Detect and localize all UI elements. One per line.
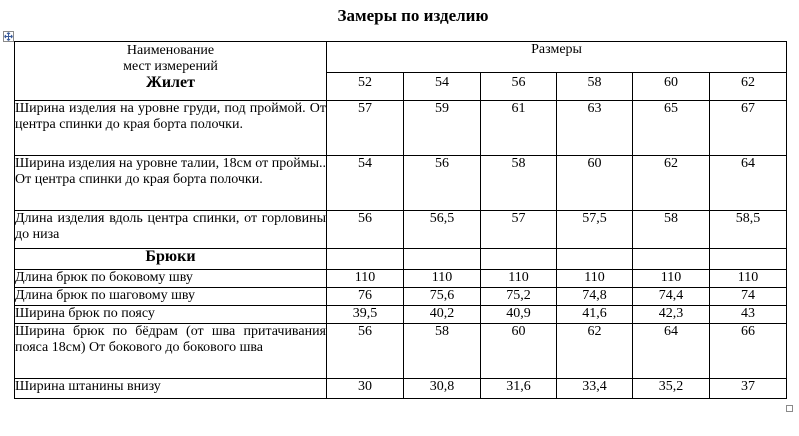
size-header: 58	[557, 73, 633, 101]
measurement-label: Ширина изделия на уровне талии, 18см от проймы.. От центра спинки до края борта полочки.	[15, 156, 327, 211]
table-row	[15, 211, 787, 249]
measurements-table	[14, 41, 787, 399]
measurement-value: 75,2	[481, 288, 557, 306]
measurement-value: 58	[481, 156, 557, 211]
measurement-value: 74,4	[633, 288, 710, 306]
table-move-handle-icon[interactable]	[3, 31, 14, 42]
measurement-value: 62	[633, 156, 710, 211]
measurement-label: Длина брюк по боковому шву	[15, 270, 327, 288]
measurement-value: 57	[327, 101, 404, 156]
measurement-value: 75,6	[404, 288, 481, 306]
measurement-value: 40,9	[481, 306, 557, 324]
measurement-value: 74	[710, 288, 787, 306]
size-header: 56	[481, 73, 557, 101]
measurement-value: 35,2	[633, 379, 710, 399]
measurement-value: 30	[327, 379, 404, 399]
measurement-label: Ширина штанины внизу	[15, 379, 327, 399]
measurement-value: 40,2	[404, 306, 481, 324]
document-title: Замеры по изделию	[337, 6, 489, 25]
measurement-value: 57	[481, 211, 557, 249]
size-header: 54	[404, 73, 481, 101]
measurement-value: 60	[557, 156, 633, 211]
table-row	[15, 288, 787, 306]
measurement-value: 67	[710, 101, 787, 156]
section-title-pants: Брюки	[15, 249, 327, 270]
size-header: 60	[633, 73, 710, 101]
measurement-value: 59	[404, 101, 481, 156]
table-row	[15, 156, 787, 211]
measurement-value: 76	[327, 288, 404, 306]
measurement-value: 41,6	[557, 306, 633, 324]
table-row	[15, 379, 787, 399]
measurement-label: Ширина брюк по бёдрам (от шва притачивания пояса 18см) От бокового до бокового шва	[15, 324, 327, 379]
measurement-value: 58	[404, 324, 481, 379]
measurement-value: 110	[710, 270, 787, 288]
measurement-value: 63	[557, 101, 633, 156]
measurement-value: 110	[327, 270, 404, 288]
measurement-value: 43	[710, 306, 787, 324]
measurement-label: Длина брюк по шаговому шву	[15, 288, 327, 306]
measurement-value: 56	[327, 324, 404, 379]
measurement-value: 56	[327, 211, 404, 249]
measurement-label: Ширина изделия на уровне груди, под проймой. От центра спинки до края борта полочки.	[15, 101, 327, 156]
table-row	[15, 270, 787, 288]
measurement-value: 56	[404, 156, 481, 211]
measurement-value: 110	[633, 270, 710, 288]
measurement-value: 110	[404, 270, 481, 288]
sizes-caption: Размеры	[327, 42, 787, 73]
measurement-label: Длина изделия вдоль центра спинки, от горловины до низа	[15, 211, 327, 249]
header-label-line: мест измерений	[123, 59, 218, 74]
header-label-line: Наименование	[126, 43, 215, 58]
measurement-value: 56,5	[404, 211, 481, 249]
measurement-value: 62	[557, 324, 633, 379]
measurement-value: 57,5	[557, 211, 633, 249]
measurement-value: 31,6	[481, 379, 557, 399]
measurement-value: 60	[481, 324, 557, 379]
measurement-value: 65	[633, 101, 710, 156]
table-row	[15, 324, 787, 379]
measurement-value: 30,8	[404, 379, 481, 399]
table-row	[15, 306, 787, 324]
measurement-value: 66	[710, 324, 787, 379]
size-header: 62	[710, 73, 787, 101]
measurement-value: 37	[710, 379, 787, 399]
table-resize-handle[interactable]	[786, 405, 793, 412]
measurement-label: Ширина брюк по поясу	[15, 306, 327, 324]
measurement-value: 61	[481, 101, 557, 156]
header-label-cell	[15, 42, 327, 101]
measurement-value: 64	[633, 324, 710, 379]
measurement-value: 39,5	[327, 306, 404, 324]
table-row	[15, 101, 787, 156]
measurement-value: 74,8	[557, 288, 633, 306]
measurement-value: 58,5	[710, 211, 787, 249]
measurement-value: 33,4	[557, 379, 633, 399]
section-title-vest: Жилет	[146, 74, 195, 91]
measurement-value: 58	[633, 211, 710, 249]
size-header: 52	[327, 73, 404, 101]
measurement-value: 110	[481, 270, 557, 288]
measurement-value: 64	[710, 156, 787, 211]
measurement-value: 110	[557, 270, 633, 288]
measurement-value: 42,3	[633, 306, 710, 324]
measurement-value: 54	[327, 156, 404, 211]
